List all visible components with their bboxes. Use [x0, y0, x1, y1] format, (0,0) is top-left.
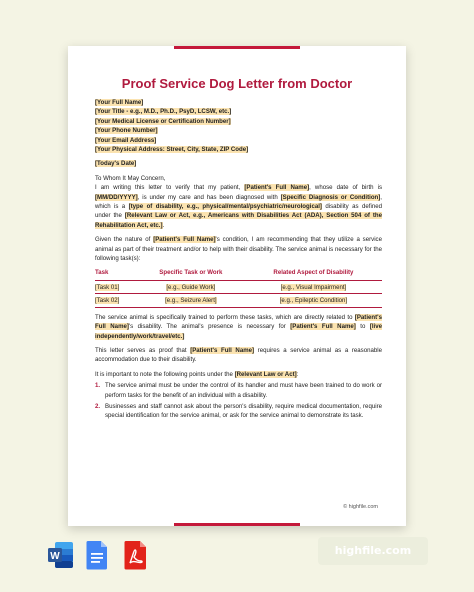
paragraph-training: The service animal is specifically trained to perform these tasks, which are directly related to [Patient's Full Name]'s disability. The animal's presence is necessary for [Patient's Full Name] to [live independently/work/travel/etc.]	[95, 313, 383, 340]
brand-watermark: highfile.com	[318, 537, 428, 565]
top-accent-bar	[174, 46, 300, 49]
table-cell: [e.g., Visual Impairment]	[280, 283, 347, 291]
copyright-text: © highfile.com	[343, 504, 378, 510]
sender-email: [Your Email Address]	[95, 136, 157, 144]
table-cell: [e.g., Seizure Alert]	[165, 297, 217, 305]
placeholder-patient-name: [Patient's Full Name]	[153, 236, 216, 244]
column-header-aspect: Related Aspect of Disability	[245, 267, 382, 281]
table-header-row	[95, 267, 382, 281]
placeholder-patient-name: [Patient's Full Name]	[95, 313, 382, 331]
letter-date: [Today's Date]	[95, 160, 137, 168]
document-body	[95, 98, 382, 421]
column-header-task: Task	[95, 267, 137, 281]
list-item: 2. Businesses and staff cannot ask about the person's disability, require medical documentation, require special identification for the service animal, or ask for the service animal to demonstrate its task.	[95, 402, 382, 420]
placeholder-diagnosis: [Specific Diagnosis or Condition]	[280, 193, 381, 201]
sender-name: [Your Full Name]	[95, 99, 144, 106]
table-row	[95, 294, 382, 307]
task-table	[95, 267, 382, 308]
document-page	[68, 46, 406, 526]
google-docs-icon[interactable]	[86, 540, 110, 570]
column-header-specific-task: Specific Task or Work	[137, 267, 245, 281]
sender-address: [Your Physical Address: Street, City, State, ZIP Code]	[95, 146, 249, 154]
paragraph-proof: This letter serves as proof that [Patient's Full Name] requires a service animal as a reasonable accommodation due to their disability.	[95, 346, 382, 364]
list-item: 1. The service animal must be under the control of its handler and must have been trained to do work or perform tasks for the benefit of an individual with a disability.	[95, 382, 382, 399]
svg-text:W: W	[50, 551, 60, 562]
points-list	[95, 381, 382, 421]
sender-license: [Your Medical License or Certification Number]	[95, 117, 231, 125]
placeholder-patient-name: [Patient's Full Name]	[190, 346, 255, 354]
word-icon[interactable]	[48, 540, 72, 570]
bottom-accent-bar	[174, 523, 300, 526]
sender-title: [Your Title - e.g., M.D., Ph.D., PsyD, LCSW, etc.]	[95, 108, 232, 116]
format-icons	[48, 540, 148, 570]
placeholder-disability-type: [type of disability, e.g., physical/mental/psychiatric/neurological]	[128, 203, 322, 211]
salutation: To Whom It May Concern,	[95, 174, 166, 182]
placeholder-law: [Relevant Law or Act, e.g., Americans with Disabilities Act (ADA), Section 504 of the Rehabilitation Act, etc.]	[95, 212, 382, 229]
placeholder-patient-name: [Patient's Full Name]	[290, 323, 356, 331]
paragraph-verification: I am writing this letter to verify that my patient, [Patient's Full Name], whose date of birth is [MM/DD/YYYY], is under my care and has been diagnosed with [Specific Diagnosis or Condition], which is a [type of disability, e.g., physical/mental/psychiatric/neurological] disability as defined under the [Relevant Law or Act, e.g., Americans with Disabilities Act (ADA), Section 504 of the Rehabilitation Act, etc.].	[95, 184, 382, 229]
table-cell: [e.g., Guide Work]	[166, 283, 216, 291]
placeholder-patient-name: [Patient's Full Name]	[244, 184, 310, 192]
sender-phone: [Your Phone Number]	[95, 127, 158, 135]
pdf-icon[interactable]	[124, 540, 148, 570]
document-title: Proof Service Dog Letter from Doctor	[121, 76, 353, 91]
table-cell: [Task 02]	[95, 297, 120, 305]
sender-block	[95, 98, 382, 154]
placeholder-dob: [MM/DD/YYYY]	[95, 193, 138, 201]
paragraph-points-intro: It is important to note the following points under the [Relevant Law or Act]:	[95, 370, 299, 378]
table-cell: [e.g., Epileptic Condition]	[279, 297, 348, 305]
placeholder-law: [Relevant Law or Act]	[234, 370, 297, 378]
table-cell: [Task 01]	[95, 283, 120, 291]
paragraph-recommendation: Given the nature of [Patient's Full Name]'s condition, I am recommending that they utilize a service animal as part of their treatment and/or to help with their disability. The service animal is necessary for the following task(s):	[95, 236, 382, 263]
placeholder-activity: [live independently/work/travel/etc.]	[95, 323, 383, 340]
table-row	[95, 280, 382, 293]
